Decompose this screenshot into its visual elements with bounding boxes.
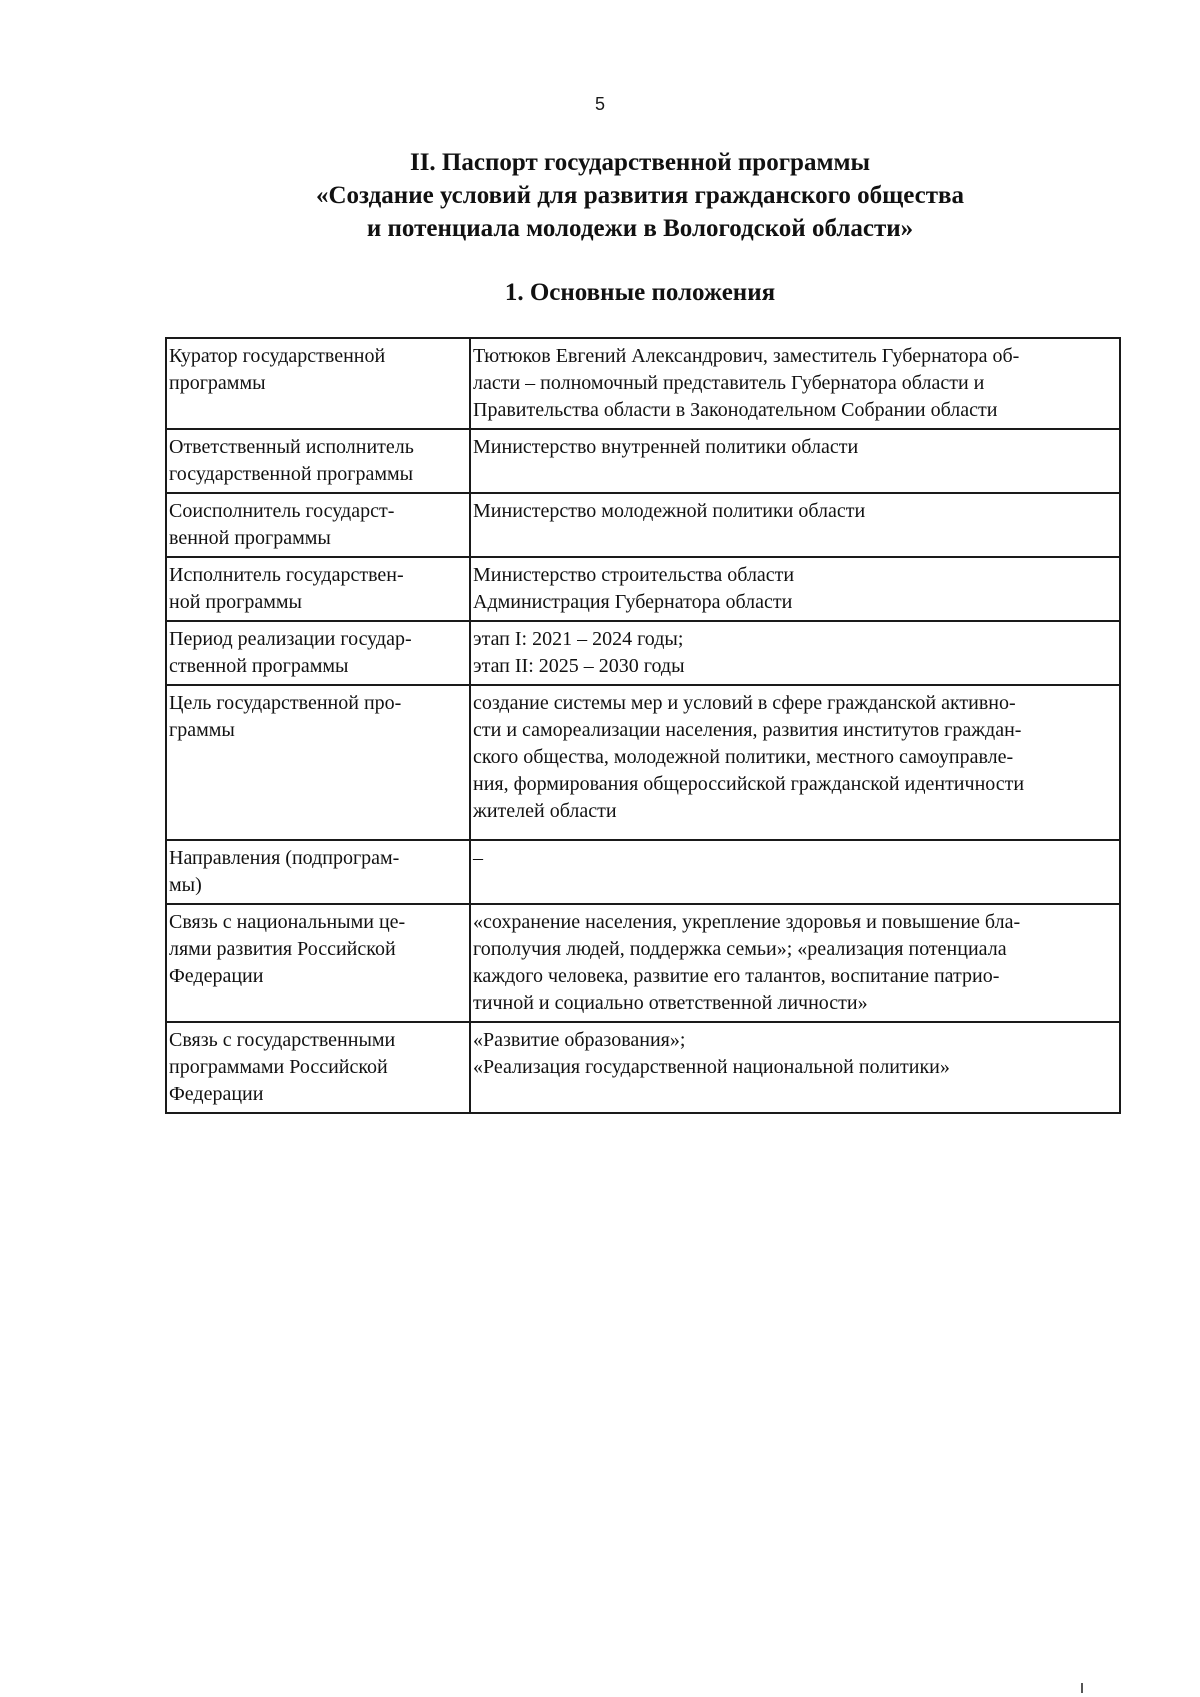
- label-line: Период реализации государ-: [169, 628, 412, 650]
- table-row: [166, 840, 1120, 904]
- table-row: [166, 621, 1120, 685]
- value-line: сти и самореализации населения, развития институтов граждан-: [473, 719, 1022, 741]
- row-label: [166, 840, 470, 904]
- value-line: ласти – полномочный представитель Губернатора области и: [473, 372, 985, 394]
- document-title: [150, 146, 1130, 245]
- label-line: государственной программы: [169, 463, 414, 485]
- label-line: ной программы: [169, 591, 302, 613]
- label-line: Ответственный исполнитель: [169, 436, 414, 458]
- label-line: Федерации: [169, 1083, 264, 1105]
- table-row: [166, 685, 1120, 840]
- row-value: [470, 904, 1120, 1022]
- scan-mark: [1081, 1683, 1083, 1693]
- value-line: Министерство строительства области: [473, 564, 795, 586]
- title-line: II. Паспорт государственной программы: [409, 149, 871, 176]
- value-line: Администрация Губернатора области: [473, 591, 793, 613]
- value-line: каждого человека, развитие его талантов, воспитание патрио-: [473, 965, 1000, 987]
- page-number-text: 5: [594, 94, 605, 114]
- label-line: программами Российской: [169, 1056, 388, 1078]
- value-line: «сохранение населения, укрепление здоровья и повышение бла-: [473, 911, 1021, 933]
- table-row: [166, 429, 1120, 493]
- value-line: –: [473, 847, 483, 869]
- label-line: венной программы: [169, 527, 331, 549]
- table-row: [166, 338, 1120, 429]
- label-line: программы: [169, 372, 266, 394]
- label-line: Исполнитель государствен-: [169, 564, 404, 586]
- value-line: Правительства области в Законодательном Собрании области: [473, 399, 998, 421]
- row-label: [166, 1022, 470, 1113]
- value-line: Министерство молодежной политики области: [473, 500, 866, 522]
- row-value: [470, 1022, 1120, 1113]
- value-line: ния, формирования общероссийской гражданской идентичности: [473, 773, 1025, 795]
- value-line: жителей области: [473, 800, 617, 822]
- row-value: [470, 621, 1120, 685]
- label-line: Федерации: [169, 965, 264, 987]
- row-value: [470, 338, 1120, 429]
- row-value: [470, 557, 1120, 621]
- row-label: [166, 493, 470, 557]
- label-line: лями развития Российской: [169, 938, 396, 960]
- row-label: [166, 557, 470, 621]
- page-number: [0, 94, 1200, 115]
- value-line: Тютюков Евгений Александрович, заместитель Губернатора об-: [473, 345, 1020, 367]
- table-row: [166, 1022, 1120, 1113]
- value-line: Министерство внутренней политики области: [473, 436, 859, 458]
- label-line: ственной программы: [169, 655, 349, 677]
- row-value: [470, 685, 1120, 840]
- table-row: [166, 493, 1120, 557]
- value-line: «Реализация государственной национальной политики»: [473, 1056, 950, 1078]
- row-value: [470, 493, 1120, 557]
- value-line: этап I: 2021 – 2024 годы;: [473, 628, 684, 650]
- label-line: Связь с государственными: [169, 1029, 396, 1051]
- section-title: 1. Основные положения: [504, 279, 776, 306]
- label-line: Направления (подпрограм-: [169, 847, 400, 869]
- label-line: Куратор государственной: [169, 345, 386, 367]
- table-row: [166, 904, 1120, 1022]
- label-line: Цель государственной про-: [169, 692, 402, 714]
- row-label: [166, 429, 470, 493]
- title-line: «Создание условий для развития гражданского общества: [316, 182, 964, 209]
- label-line: граммы: [169, 719, 235, 741]
- value-line: гополучия людей, поддержка семьи»; «реализация потенциала: [473, 938, 1007, 960]
- value-line: ского общества, молодежной политики, местного самоуправле-: [473, 746, 1014, 768]
- row-label: [166, 904, 470, 1022]
- value-line: этап II: 2025 – 2030 годы: [473, 655, 685, 677]
- row-label: [166, 685, 470, 840]
- row-value: [470, 429, 1120, 493]
- row-label: [166, 621, 470, 685]
- title-line: и потенциала молодежи в Вологодской области»: [366, 215, 914, 242]
- label-line: Связь с национальными це-: [169, 911, 406, 933]
- value-line: тичной и социально ответственной личности»: [473, 992, 868, 1014]
- value-line: создание системы мер и условий в сфере гражданской активно-: [473, 692, 1016, 714]
- table-row: [166, 557, 1120, 621]
- label-line: Соисполнитель государст-: [169, 500, 395, 522]
- label-line: мы): [169, 874, 202, 896]
- row-value: [470, 840, 1120, 904]
- row-label: [166, 338, 470, 429]
- passport-table: [165, 337, 1121, 1114]
- value-line: «Развитие образования»;: [473, 1029, 686, 1051]
